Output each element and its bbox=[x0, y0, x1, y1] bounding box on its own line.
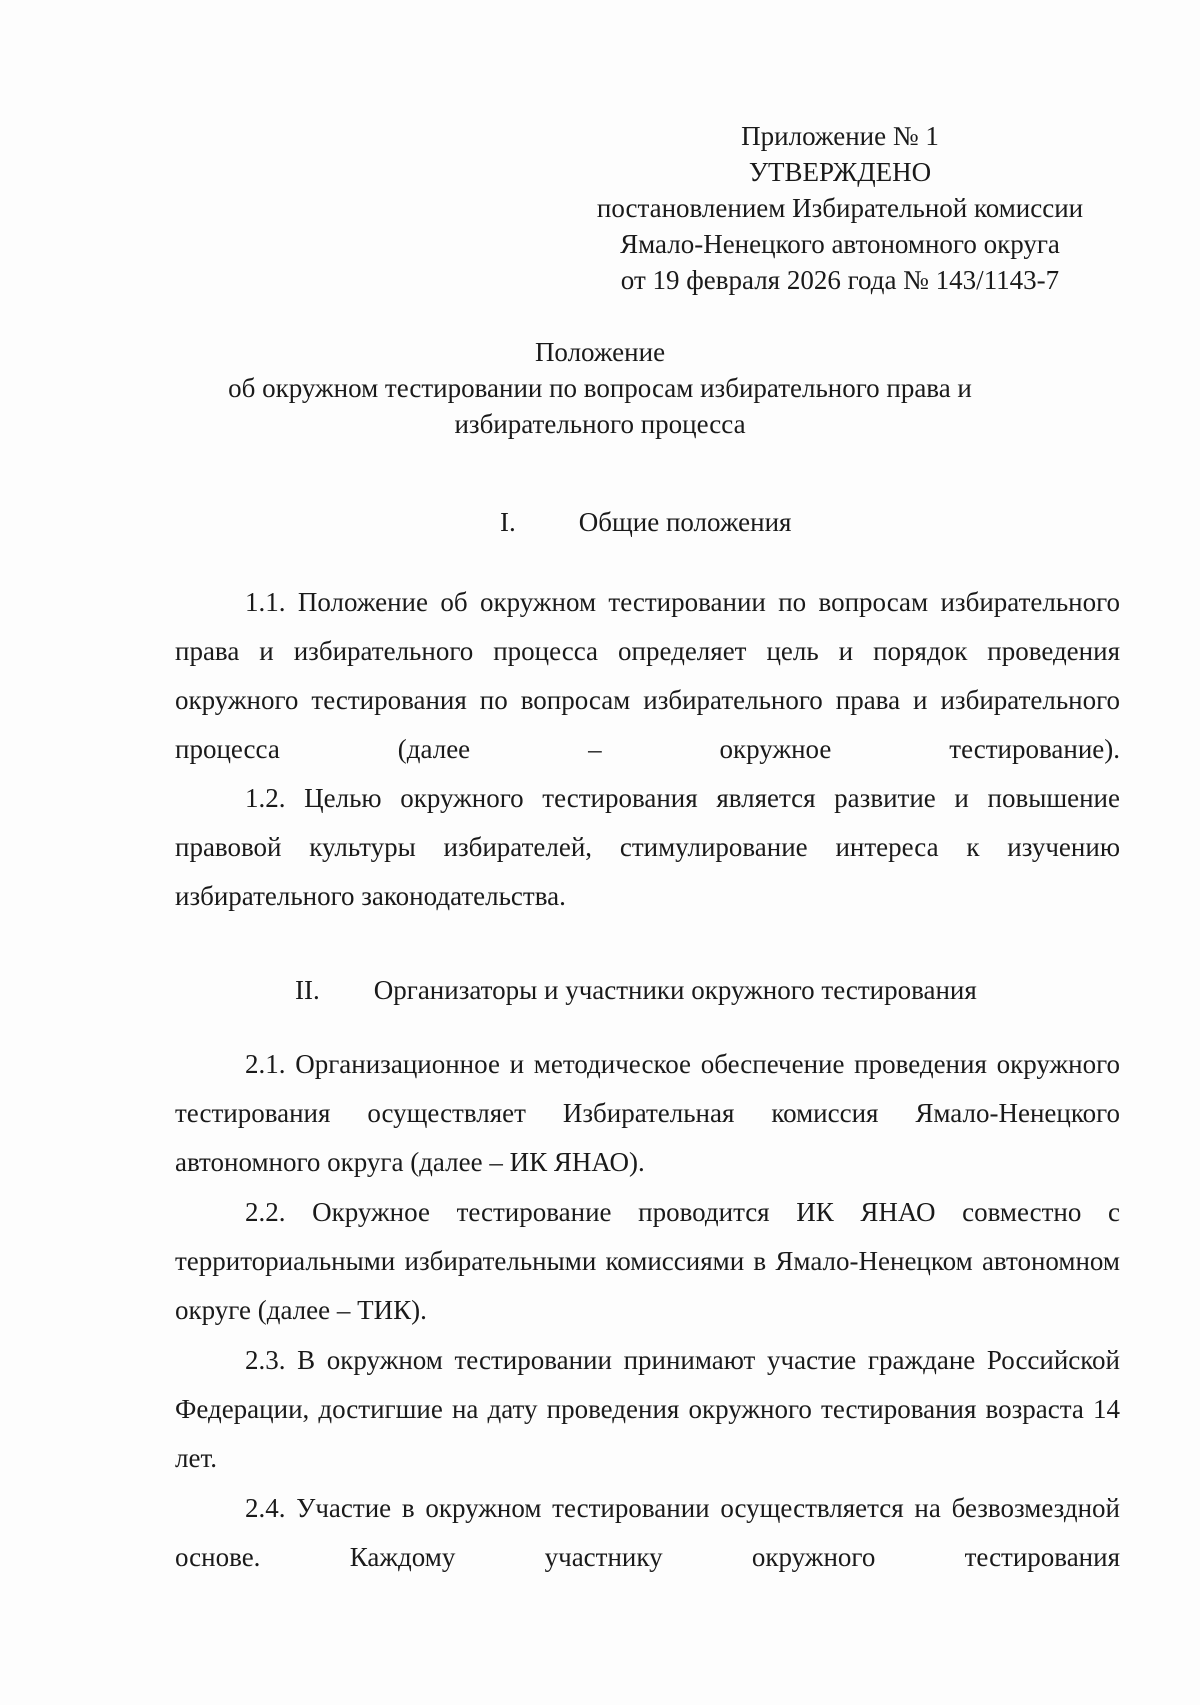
paragraph-2-1: 2.1. Организационное и методическое обеспечение проведения окружного тестирования осуществляет Избирательная комиссия Ямало-Ненецкого автономного округа (далее – ИК ЯНАО). bbox=[175, 1049, 1120, 1177]
paragraph-1-1: 1.1. Положение об окружном тестировании по вопросам избирательного права и избирательного процесса определяет цель и порядок проведения окружного тестирования по вопросам избирательного права и избирательного процесса (далее – окружное тестирование). bbox=[175, 587, 1120, 764]
paragraph-2-3: 2.3. В окружном тестировании принимают участие граждане Российской Федерации, достигшие на дату проведения окружного тестирования возраста 14 лет. bbox=[175, 1345, 1120, 1473]
paragraph-2-4: 2.4. Участие в окружном тестировании осуществляется на безвозмездной основе. Каждому участнику окружного тестирования bbox=[175, 1493, 1120, 1572]
section-title: Общие положения bbox=[578, 507, 792, 537]
section-title: Организаторы и участники окружного тестирования bbox=[373, 975, 977, 1005]
paragraph-1-2: 1.2. Целью окружного тестирования является развитие и повышение правовой культуры избирателей, стимулирование интереса к изучению избирательного законодательства. bbox=[175, 783, 1120, 911]
section-number: I. bbox=[500, 507, 516, 537]
title-line-3: избирательного процесса bbox=[454, 409, 746, 439]
approved-label: УТВЕРЖДЕНО bbox=[748, 157, 932, 187]
section-heading-1 bbox=[500, 504, 791, 540]
section-number: II. bbox=[295, 975, 320, 1005]
appendix-number: Приложение № 1 bbox=[741, 121, 939, 151]
approval-authority: постановлением Избирательной комиссии bbox=[596, 193, 1084, 223]
paragraph-2-2: 2.2. Окружное тестирование проводится ИК ЯНАО совместно с территориальными избирательными комиссиями в Ямало-Ненецком автономном округе (далее – ТИК). bbox=[175, 1197, 1120, 1325]
approval-stamp bbox=[560, 118, 1120, 298]
title-line-1: Положение bbox=[534, 337, 666, 367]
title-line-2: об окружном тестировании по вопросам избирательного права и bbox=[228, 373, 972, 403]
approval-region: Ямало-Ненецкого автономного округа bbox=[620, 229, 1060, 259]
approval-date: от 19 февраля 2026 года № 143/1143-7 bbox=[620, 265, 1060, 295]
section-heading-2 bbox=[295, 972, 977, 1008]
document-title bbox=[150, 334, 1050, 442]
